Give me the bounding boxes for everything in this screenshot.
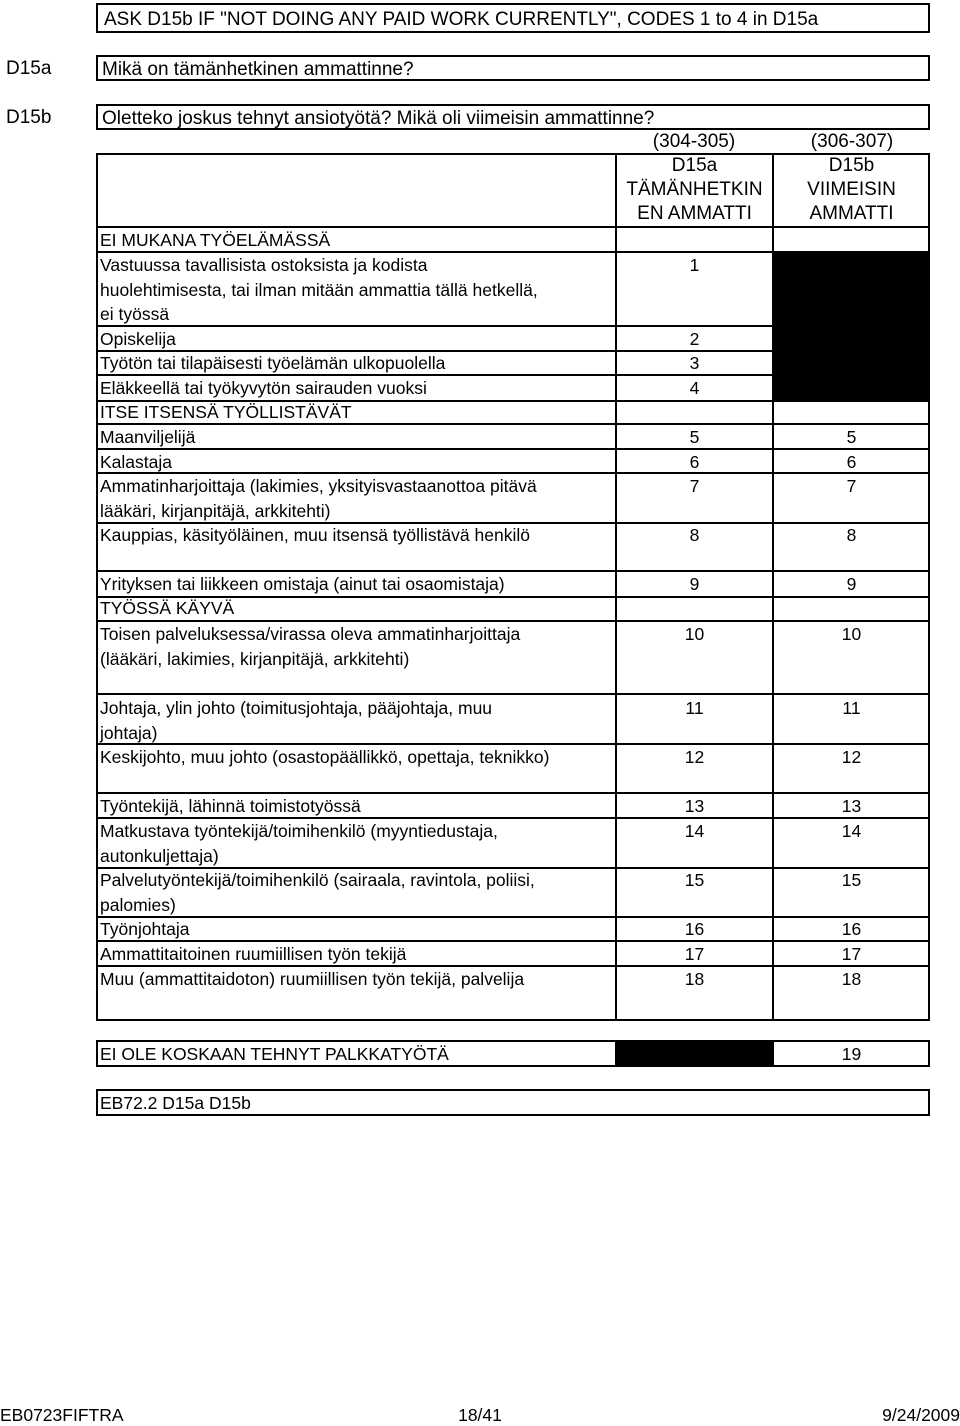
- option-office-employee: Työntekijä, lähinnä toimistotyössä: [100, 796, 361, 816]
- option-fisherman: Kalastaja: [100, 452, 172, 472]
- question-code-d15a: D15a: [6, 58, 52, 79]
- section-self-employed: ITSE ITSENSÄ TYÖLLISTÄVÄT: [100, 402, 352, 422]
- col2-code: D15b: [828, 155, 875, 176]
- question-d15a-text: Mikä on tämänhetkinen ammattinne?: [102, 59, 414, 80]
- code-d15b-8[interactable]: 8: [846, 525, 857, 545]
- option-middle-management: Keskijohto, muu johto (osastopäällikkö, opettaja, teknikko): [100, 747, 550, 767]
- code-d15a-7[interactable]: 7: [689, 476, 700, 496]
- code-d15b-13[interactable]: 13: [841, 796, 862, 816]
- code-d15a-11[interactable]: 11: [685, 698, 704, 718]
- code-d15a-15[interactable]: 15: [684, 870, 705, 890]
- code-d15a-5[interactable]: 5: [689, 427, 700, 447]
- footer-page-number: 18/41: [458, 1405, 502, 1425]
- code-d15a-8[interactable]: 8: [689, 525, 700, 545]
- instruction-bar: [96, 3, 930, 33]
- option-homemaker: Vastuussa tavallisista ostoksista ja kodista huolehtimisesta, tai ilman mitään ammattia tällä hetkellä, ei työssä: [100, 255, 538, 324]
- code-d15b-6[interactable]: 6: [846, 452, 857, 472]
- code-d15a-10[interactable]: 10: [684, 624, 705, 644]
- code-d15a-2[interactable]: 2: [689, 329, 700, 349]
- col2-title-line1: VIIMEISIN: [807, 179, 896, 200]
- code-d15a-17[interactable]: 17: [684, 944, 705, 964]
- not-applicable-block-d15a: [616, 1041, 774, 1066]
- code-d15b-5[interactable]: 5: [846, 427, 857, 447]
- code-d15b-15[interactable]: 15: [841, 870, 862, 890]
- code-d15b-9[interactable]: 9: [846, 574, 857, 594]
- option-employed-professional: Toisen palveluksessa/virassa oleva ammatinharjoittaja (lääkäri, lakimies, kirjanpitäjä, arkkitehti): [100, 624, 521, 669]
- code-d15b-7[interactable]: 7: [846, 476, 857, 496]
- code-d15a-12[interactable]: 12: [684, 747, 705, 767]
- option-general-management: Johtaja, ylin johto (toimitusjohtaja, pääjohtaja, muu johtaja): [100, 698, 493, 743]
- question-code-d15b: D15b: [6, 107, 52, 128]
- code-d15a-3[interactable]: 3: [689, 353, 700, 373]
- col2-range: (306-307): [810, 131, 894, 152]
- section-employed: TYÖSSÄ KÄYVÄ: [100, 598, 235, 618]
- footer-date: 9/24/2009: [882, 1405, 960, 1425]
- footer-doc-id: EB0723FIFTRA: [0, 1405, 124, 1425]
- section-not-working: EI MUKANA TYÖELÄMÄSSÄ: [100, 230, 331, 250]
- question-d15b: [96, 104, 930, 130]
- col1-title-line1: TÄMÄNHETKIN: [626, 179, 763, 200]
- option-farmer: Maanviljelijä: [100, 427, 196, 447]
- code-d15a-9[interactable]: 9: [689, 574, 700, 594]
- option-professional: Ammatinharjoittaja (lakimies, yksityisvastaanottoa pitävä lääkäri, kirjanpitäjä, arkkitehti): [100, 476, 537, 521]
- not-applicable-block-d15b: [773, 251, 930, 402]
- code-d15b-17[interactable]: 17: [841, 944, 862, 964]
- code-d15b-10[interactable]: 10: [841, 624, 862, 644]
- col2-title-line2: AMMATTI: [809, 203, 894, 224]
- reference-text: EB72.2 D15a D15b: [100, 1093, 251, 1113]
- code-d15a-16[interactable]: 16: [684, 919, 705, 939]
- option-supervisor: Työnjohtaja: [100, 919, 190, 939]
- option-service-employee: Palvelutyöntekijä/toimihenkilö (sairaala, ravintola, poliisi, palomies): [100, 870, 535, 915]
- instruction-text: ASK D15b IF "NOT DOING ANY PAID WORK CURRENTLY", CODES 1 to 4 in D15a: [104, 9, 819, 30]
- question-d15b-text: Oletteko joskus tehnyt ansiotyötä? Mikä oli viimeisin ammattinne?: [102, 108, 655, 129]
- col1-title-line2: EN AMMATTI: [637, 203, 752, 224]
- col1-range: (304-305): [652, 131, 736, 152]
- code-d15a-6[interactable]: 6: [689, 452, 700, 472]
- option-business-owner: Yrityksen tai liikkeen omistaja (ainut tai osaomistaja): [100, 574, 505, 594]
- code-d15b-18[interactable]: 18: [841, 969, 862, 989]
- code-d15a-13[interactable]: 13: [684, 796, 705, 816]
- option-unemployed: Työtön tai tilapäisesti työelämän ulkopuolella: [100, 353, 446, 373]
- code-d15b-12[interactable]: 12: [841, 747, 862, 767]
- code-d15b-11[interactable]: 11: [842, 698, 861, 718]
- option-unskilled-manual: Muu (ammattitaidoton) ruumiillisen työn tekijä, palvelija: [100, 969, 525, 989]
- code-d15a-1[interactable]: 1: [689, 255, 700, 275]
- code-d15a-18[interactable]: 18: [684, 969, 705, 989]
- option-never-worked: EI OLE KOSKAAN TEHNYT PALKKATYÖTÄ: [100, 1044, 449, 1064]
- code-d15b-14[interactable]: 14: [841, 821, 862, 841]
- code-d15a-14[interactable]: 14: [684, 821, 705, 841]
- option-skilled-manual: Ammattitaitoinen ruumiillisen työn tekijä: [100, 944, 407, 964]
- option-student: Opiskelija: [100, 329, 176, 349]
- option-travelling-employee: Matkustava työntekijä/toimihenkilö (myyntiedustaja, autonkuljettaja): [100, 821, 498, 866]
- question-d15a: [96, 55, 930, 81]
- code-d15b-16[interactable]: 16: [841, 919, 862, 939]
- code-d15a-4[interactable]: 4: [689, 378, 700, 398]
- option-shopkeeper: Kauppias, käsityöläinen, muu itsensä työllistävä henkilö: [100, 525, 530, 545]
- col1-code: D15a: [671, 155, 718, 176]
- code-d15b-19[interactable]: 19: [841, 1044, 862, 1064]
- option-retired: Eläkkeellä tai työkyvytön sairauden vuoksi: [100, 378, 427, 398]
